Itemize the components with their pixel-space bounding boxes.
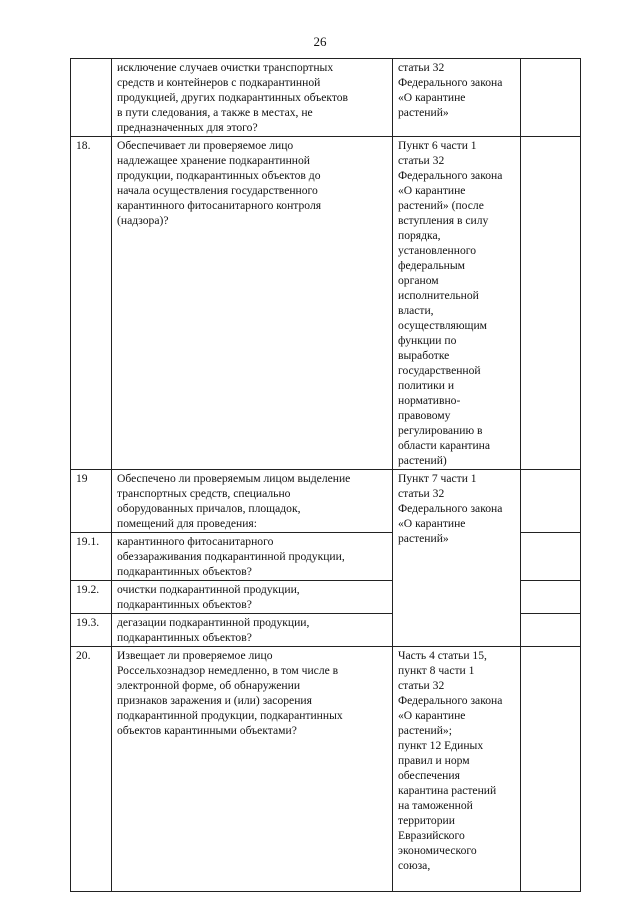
answer-cell: [521, 533, 581, 581]
item-number-cell: 19.3.: [71, 614, 112, 647]
page-number: 26: [313, 34, 327, 49]
item-number-cell: 20.: [71, 647, 112, 892]
item-number-cell: [71, 59, 112, 137]
item-number-cell: 19.1.: [71, 533, 112, 581]
question-cell: очистки подкарантинной продукции, подкарантинных объектов?: [112, 581, 393, 614]
question-cell: исключение случаев очистки транспортных средств и контейнеров с подкарантинной продукцией, других подкарантинных объектов в пути следования, а также в местах, не предназначенных для этого?: [112, 59, 393, 137]
answer-cell: [521, 647, 581, 892]
answer-cell: [521, 137, 581, 470]
legal-reference-cell: Часть 4 статьи 15, пункт 8 части 1 статьи 32 Федерального закона «О карантине растений»; пункт 12 Единых правил и норм обеспечения карантина растений на таможенной территории Евразийского экономического союза,: [393, 647, 521, 892]
item-number-cell: 19.2.: [71, 581, 112, 614]
table-row: [71, 59, 581, 137]
legal-reference-cell: Пункт 6 части 1 статьи 32 Федерального закона «О карантине растений» (после вступления в силу порядка, установленного федеральным органом исполнительной власти, осуществляющим функции по выработке государственной политики и нормативно- правовому регулированию в области карантина растений): [393, 137, 521, 470]
answer-cell: [521, 581, 581, 614]
answer-cell: [521, 470, 581, 533]
question-cell: дегазации подкарантинной продукции, подкарантинных объектов?: [112, 614, 393, 647]
item-number-cell: 18.: [71, 137, 112, 470]
question-cell: Извещает ли проверяемое лицо Россельхознадзор немедленно, в том числе в электронной форме, об обнаружении признаков заражения и (или) засорения подкарантинной продукции, подкарантинных объектов карантинными объектами?: [112, 647, 393, 892]
legal-reference-cell: Пункт 7 части 1 статьи 32 Федерального закона «О карантине растений»: [393, 470, 521, 647]
checklist-table: [70, 58, 581, 892]
legal-reference-cell: статьи 32 Федерального закона «О карантине растений»: [393, 59, 521, 137]
question-cell: карантинного фитосанитарного обеззараживания подкарантинной продукции, подкарантинных объектов?: [112, 533, 393, 581]
question-cell: Обеспечено ли проверяемым лицом выделение транспортных средств, специально оборудованных причалов, площадок, помещений для проведения:: [112, 470, 393, 533]
table-row: [71, 137, 581, 470]
table-row: [71, 470, 581, 533]
answer-cell: [521, 614, 581, 647]
answer-cell: [521, 59, 581, 137]
table-row: [71, 647, 581, 892]
question-cell: Обеспечивает ли проверяемое лицо надлежащее хранение подкарантинной продукции, подкарантинных объектов до начала осуществления государственного карантинного фитосанитарного контроля (надзора)?: [112, 137, 393, 470]
item-number-cell: 19: [71, 470, 112, 533]
